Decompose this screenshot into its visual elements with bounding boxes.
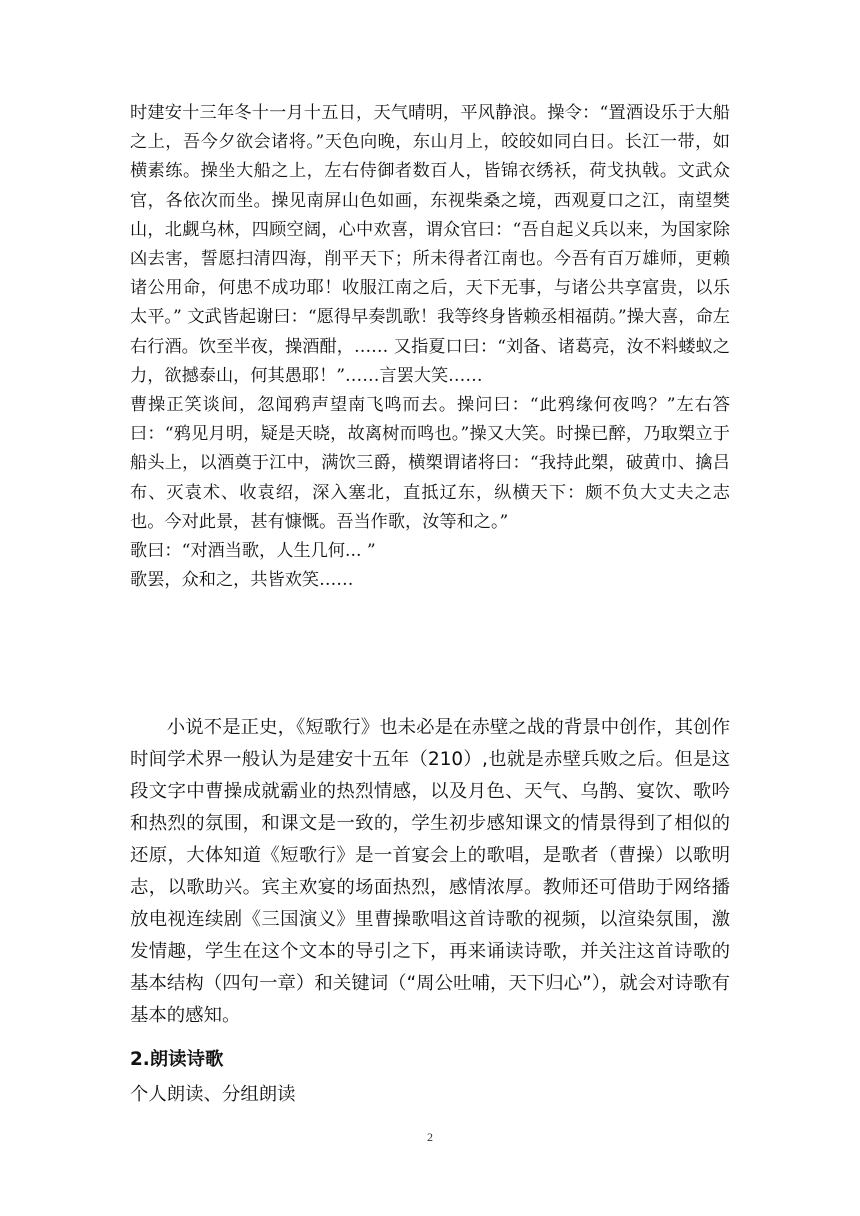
section-text: 个人朗读、分组朗读 (130, 1084, 296, 1105)
excerpt-paragraph-2: 曹操正笑谈间，忽闻鸦声望南飞鸣而去。操问曰：“此鸦缘何夜鸣？”左右答曰：“鸦见月明，疑是天晓，故离树而鸣也。”操又大笑。时操已醉，乃取槊立于船头上，以酒奠于江中，满饮三爵，横槊谓诸将曰：“我持此槊，破黄巾、擒吕布、灭袁术、收袁绍，深入塞北，直抵辽东，纵横天下：颇不负大丈夫之志也。今对此景，甚有慷慨。吾当作歌，汝等和之。” (130, 395, 730, 532)
commentary-paragraph: 小说不是正史，《短歌行》也未必是在赤壁之战的背景中创作，其创作时间学术界一般认为是建安十五年（210）,也就是赤壁兵败之后。但是这段文字中曹操成就霸业的热烈情感，以及月色、天气、乌鹊、宴饮、歌吟和热烈的氛围，和课文是一致的，学生初步感知课文的情景得到了相似的还原，大体知道《短歌行》是一首宴会上的歌唱，是歌者（曹操）以歌明志，以歌助兴。宾主欢宴的场面热烈，感情浓厚。教师还可借助于网络播放电视连续剧《三国演义》里曹操歌唱这首诗歌的视频，以渲染氛围，激发情趣，学生在这个文本的导引之下，再来诵读诗歌，并关注这首诗歌的基本结构（四句一章）和关键词（“周公吐哺，天下归心”），就会对诗歌有基本的感知。 (130, 717, 730, 1026)
page-number: 2 (427, 1130, 433, 1144)
excerpt-paragraph-4: 歌罢，众和之，共皆欢笑…… (130, 570, 354, 591)
excerpt-paragraph-3: 歌曰：“对酒当歌，人生几何... ” (130, 541, 376, 562)
section-heading: 2.朗读诗歌 (130, 1049, 224, 1070)
novel-excerpt (130, 99, 730, 595)
excerpt-paragraph-1: 时建安十三年冬十一月十五日，天气晴明，平风静浪。操令：“置酒设乐于大船之上，吾今夕欲会诸将。”天色向晚，东山月上，皎皎如同白日。长江一带，如横素练。操坐大船之上，左右侍御者数百人，皆锦衣绣袄，荷戈执戟。文武众官，各依次而坐。操见南屏山色如画，东视柴桑之境，西观夏口之江，南望樊山，北觑乌林，四顾空阔，心中欢喜，谓众官曰：“吾自起义兵以来，为国家除凶去害，誓愿扫清四海，削平天下；所未得者江南也。今吾有百万雄师，更赖诸公用命，何患不成功耶！收服江南之后，天下无事，与诸公共享富贵，以乐太平。” 文武皆起谢曰：“愿得早奏凯歌！我等终身皆赖丞相福荫。”操大喜，命左右行酒。饮至半夜，操酒酣，…… 又指夏口曰：“刘备、诸葛亮，汝不料蝼蚁之力，欲撼泰山，何其愚耶！”……言罢大笑…… (130, 103, 730, 386)
